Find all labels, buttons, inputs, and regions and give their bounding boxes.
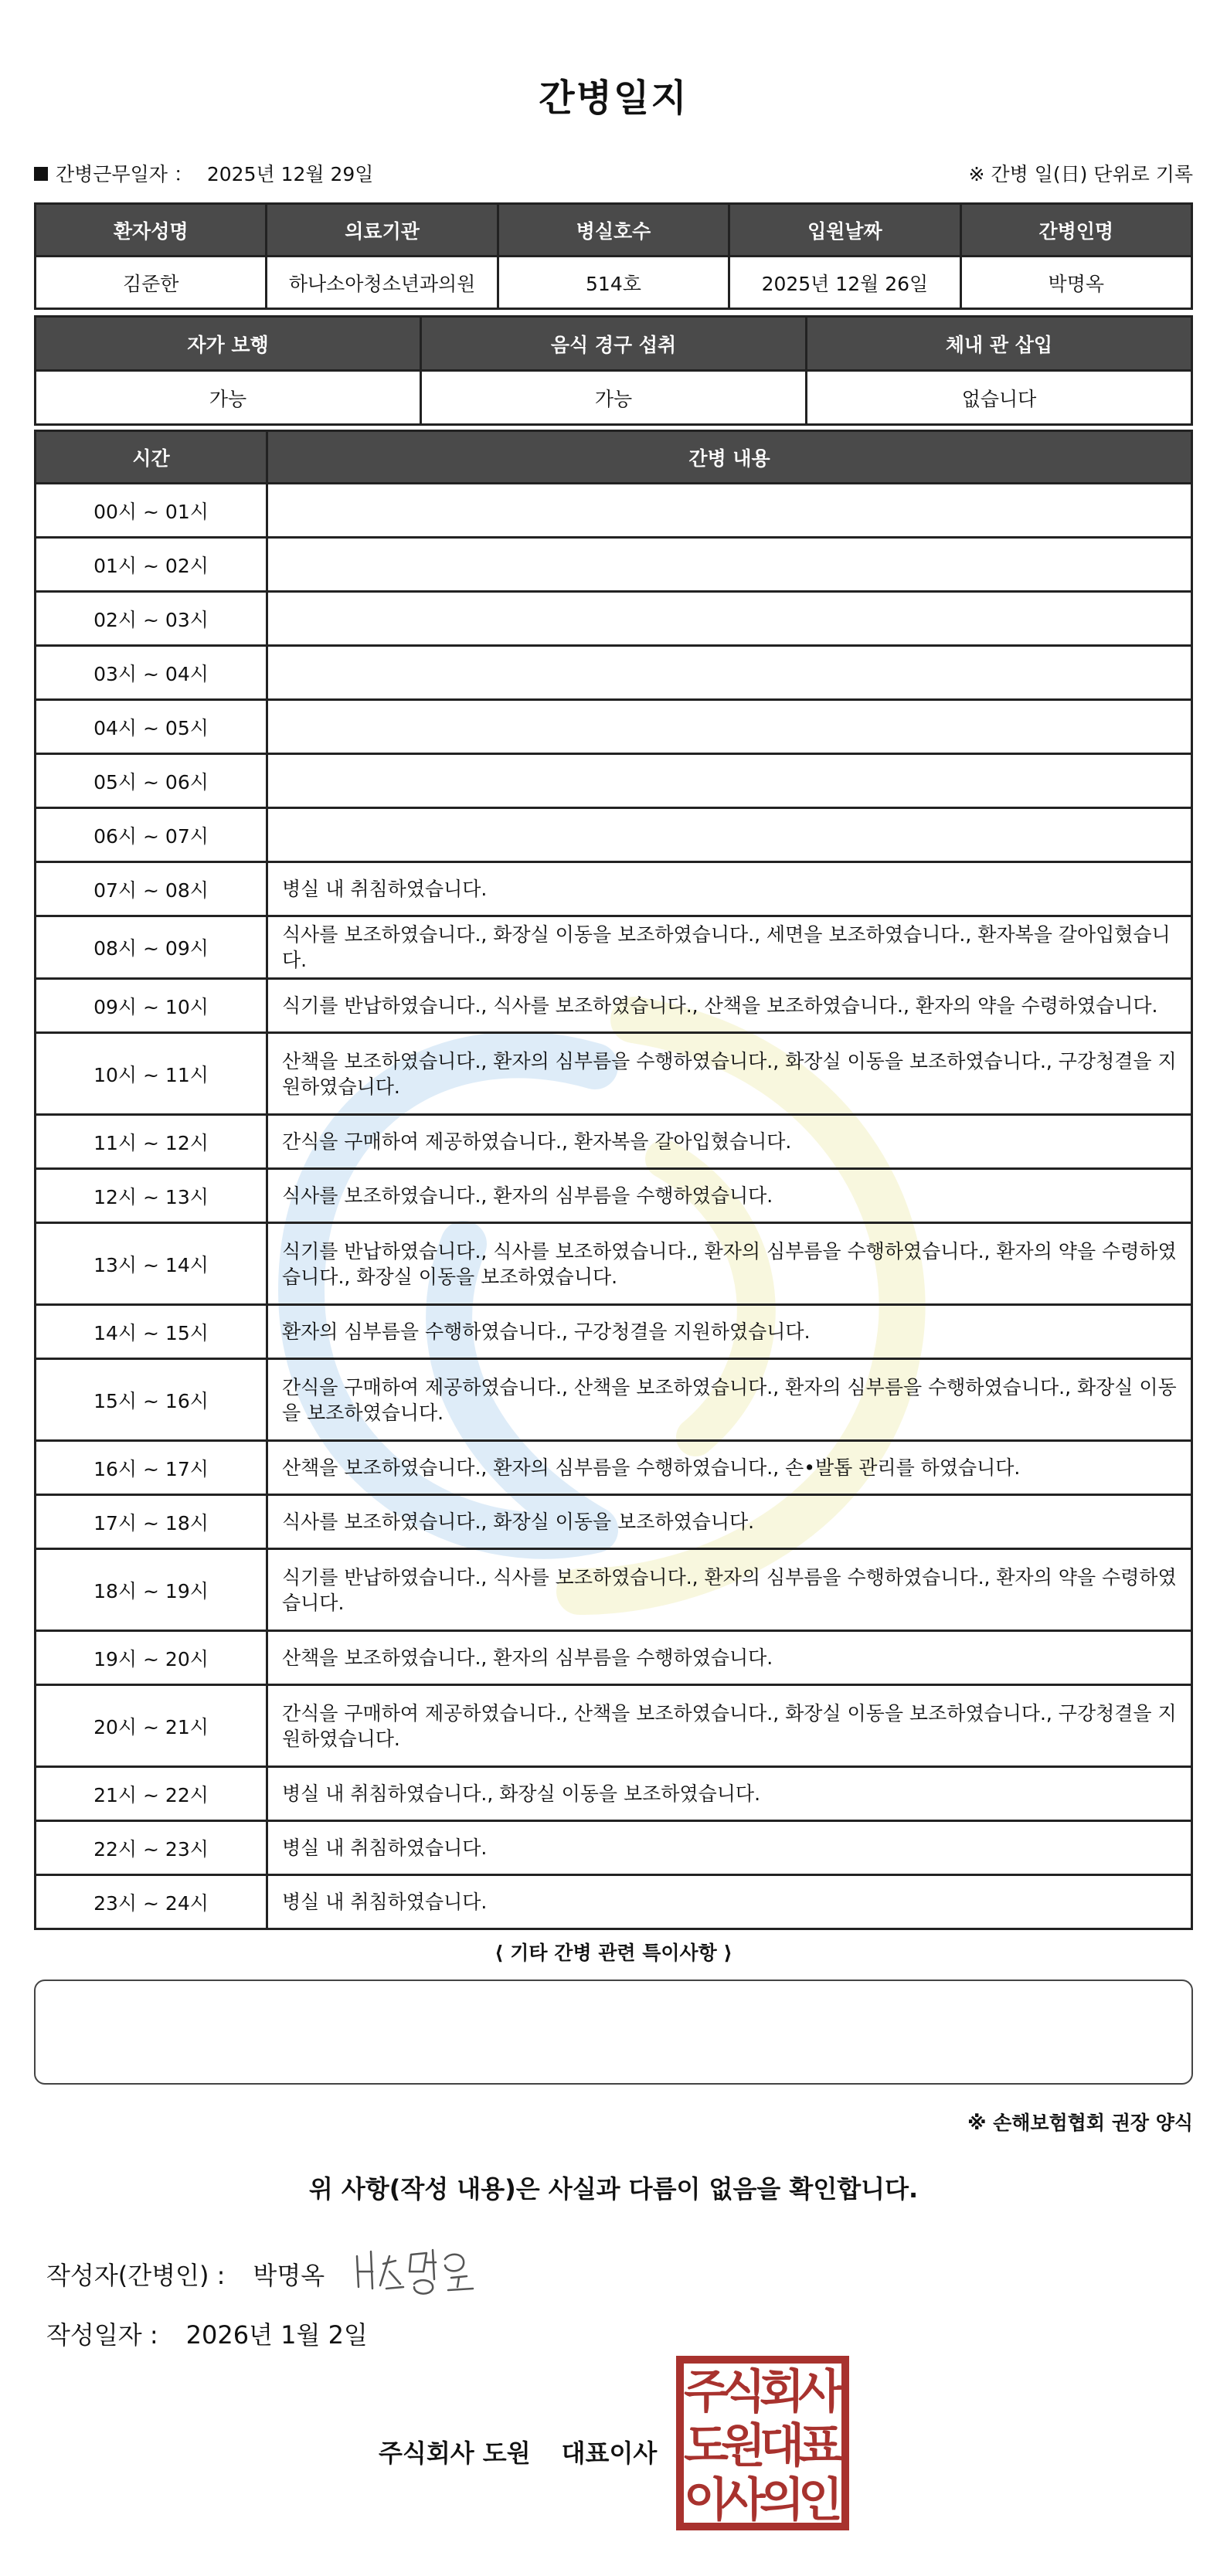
writer-name: 박명옥 (253, 2261, 325, 2290)
table-row (36, 538, 1192, 592)
admission-date: 2025년 12월 26일 (729, 257, 960, 309)
svg-text:의: 의 (760, 2473, 804, 2527)
handwritten-signature (349, 2241, 496, 2302)
svg-text:회: 회 (760, 2365, 804, 2419)
time-cell: 08시 ~ 09시 (36, 916, 267, 979)
care-log-table (34, 430, 1193, 1930)
time-cell: 16시 ~ 17시 (36, 1441, 267, 1495)
time-cell: 18시 ~ 19시 (36, 1549, 267, 1631)
time-cell: 13시 ~ 14시 (36, 1223, 267, 1305)
header-care-content: 간병 내용 (267, 431, 1192, 484)
daily-record-note: ※ 간병 일(日) 단위로 기록 (968, 163, 1193, 185)
content-cell[interactable]: 간식을 구매하여 제공하였습니다., 산책을 보조하였습니다., 환자의 심부름을 수행하였습니다., 화장실 이동을 보조하였습니다. (267, 1359, 1192, 1441)
time-cell: 11시 ~ 12시 (36, 1115, 267, 1169)
representative-title: 대표이사 (561, 2438, 658, 2468)
time-cell: 00시 ~ 01시 (36, 484, 267, 538)
header-walking: 자가 보행 (36, 317, 421, 371)
table-row (36, 257, 1192, 309)
svg-text:도: 도 (684, 2419, 729, 2473)
meta-row (34, 159, 1193, 190)
special-notes-title: ⟨ 기타 간병 관련 특이사항 ⟩ (495, 1942, 732, 1964)
written-date-line (46, 2316, 368, 2351)
table-row (36, 1169, 1192, 1223)
content-cell[interactable]: 병실 내 취침하였습니다. (267, 862, 1192, 916)
header-patient-name: 환자성명 (36, 204, 267, 257)
time-cell: 07시 ~ 08시 (36, 862, 267, 916)
time-cell: 01시 ~ 02시 (36, 538, 267, 592)
table-row (36, 1305, 1192, 1359)
svg-text:주: 주 (684, 2365, 729, 2419)
table-row (36, 1033, 1192, 1115)
content-cell[interactable]: 식기를 반납하였습니다., 식사를 보조하였습니다., 산책을 보조하였습니다., 환자의 약을 수령하였습니다. (267, 979, 1192, 1033)
writer-line (46, 2256, 325, 2292)
hospital-name: 하나소아청소년과의원 (267, 257, 498, 309)
content-cell[interactable]: 간식을 구매하여 제공하였습니다., 환자복을 갈아입혔습니다. (267, 1115, 1192, 1169)
time-cell: 12시 ~ 13시 (36, 1169, 267, 1223)
header-caregiver-name: 간병인명 (960, 204, 1191, 257)
content-cell[interactable]: 식사를 보조하였습니다., 화장실 이동을 보조하였습니다., 세면을 보조하였습니다., 환자복을 갈아입혔습니다. (267, 916, 1192, 979)
table-row (36, 862, 1192, 916)
svg-text:이: 이 (684, 2473, 729, 2527)
content-cell[interactable] (267, 754, 1192, 808)
care-date (34, 159, 373, 187)
table-row (36, 1767, 1192, 1821)
content-cell[interactable]: 환자의 심부름을 수행하였습니다., 구강청결을 지원하였습니다. (267, 1305, 1192, 1359)
table-row (36, 592, 1192, 646)
table-row (36, 1549, 1192, 1631)
table-row (36, 979, 1192, 1033)
time-cell: 09시 ~ 10시 (36, 979, 267, 1033)
time-cell: 19시 ~ 20시 (36, 1631, 267, 1685)
care-date-label: 간병근무일자 ： (56, 163, 193, 185)
svg-text:식: 식 (721, 2365, 766, 2419)
content-cell[interactable] (267, 538, 1192, 592)
table-row (36, 371, 1192, 425)
svg-text:인: 인 (798, 2473, 843, 2527)
room-number: 514호 (498, 257, 729, 309)
table-row (36, 1495, 1192, 1549)
table-row (36, 1223, 1192, 1305)
time-cell: 23시 ~ 24시 (36, 1875, 267, 1929)
patient-status-table (34, 315, 1193, 426)
content-cell[interactable] (267, 484, 1192, 538)
patient-name: 김준한 (36, 257, 267, 309)
time-cell: 21시 ~ 22시 (36, 1767, 267, 1821)
special-notes-box[interactable] (34, 1980, 1193, 2085)
header-room: 병실호수 (498, 204, 729, 257)
table-row (36, 1875, 1192, 1929)
table-row (36, 1631, 1192, 1685)
time-cell: 03시 ~ 04시 (36, 646, 267, 700)
header-time: 시간 (36, 431, 267, 484)
written-date-value: 2026년 1월 2일 (185, 2320, 368, 2350)
table-header-row (36, 317, 1192, 371)
content-cell[interactable]: 산책을 보조하였습니다., 환자의 심부름을 수행하였습니다., 손•발톱 관리를 하였습니다. (267, 1441, 1192, 1495)
table-row (36, 1685, 1192, 1767)
header-oral-intake: 음식 경구 섭취 (421, 317, 807, 371)
svg-text:사: 사 (798, 2365, 843, 2419)
content-cell[interactable]: 식사를 보조하였습니다., 화장실 이동을 보조하였습니다. (267, 1495, 1192, 1549)
walking-status: 가능 (36, 371, 421, 425)
table-row (36, 1821, 1192, 1875)
table-row (36, 808, 1192, 862)
content-cell[interactable]: 병실 내 취침하였습니다. (267, 1821, 1192, 1875)
content-cell[interactable]: 병실 내 취침하였습니다. (267, 1875, 1192, 1929)
content-cell[interactable]: 산책을 보조하였습니다., 환자의 심부름을 수행하였습니다. (267, 1631, 1192, 1685)
svg-text:표: 표 (798, 2419, 843, 2473)
table-row (36, 1115, 1192, 1169)
content-cell[interactable]: 식기를 반납하였습니다., 식사를 보조하였습니다., 환자의 심부름을 수행하였습니다., 환자의 약을 수령하였습니다. (267, 1549, 1192, 1631)
svg-text:원: 원 (721, 2419, 766, 2473)
time-cell: 14시 ~ 15시 (36, 1305, 267, 1359)
recommendation-note: ※ 손해보험협회 권장 양식 (967, 2112, 1193, 2134)
content-cell[interactable] (267, 700, 1192, 754)
patient-info-table (34, 202, 1193, 310)
header-admission-date: 입원날짜 (729, 204, 960, 257)
time-cell: 15시 ~ 16시 (36, 1359, 267, 1441)
table-row (36, 1359, 1192, 1441)
content-cell[interactable] (267, 592, 1192, 646)
content-cell[interactable] (267, 646, 1192, 700)
document-title: 간병일지 (539, 76, 688, 120)
table-header-row (36, 431, 1192, 484)
writer-label: 작성자(간병인) : (46, 2261, 226, 2290)
table-row (36, 754, 1192, 808)
time-cell: 22시 ~ 23시 (36, 1821, 267, 1875)
company-seal-stamp (675, 2355, 850, 2531)
svg-text:대: 대 (760, 2419, 804, 2473)
company-name: 주식회사 도원 (379, 2438, 531, 2468)
header-tube-insertion: 체내 관 삽입 (807, 317, 1192, 371)
square-bullet-icon (34, 167, 48, 181)
content-cell[interactable]: 병실 내 취침하였습니다., 화장실 이동을 보조하였습니다. (267, 1767, 1192, 1821)
content-cell[interactable]: 식기를 반납하였습니다., 식사를 보조하였습니다., 환자의 심부름을 수행하였습니다., 환자의 약을 수령하였습니다., 화장실 이동을 보조하였습니다. (267, 1223, 1192, 1305)
time-cell: 04시 ~ 05시 (36, 700, 267, 754)
caregiver-name: 박명옥 (960, 257, 1191, 309)
care-date-value: 2025년 12월 29일 (206, 163, 374, 185)
tube-insertion-status: 없습니다 (807, 371, 1192, 425)
table-header-row (36, 204, 1192, 257)
content-cell[interactable]: 간식을 구매하여 제공하였습니다., 산책을 보조하였습니다., 화장실 이동을 보조하였습니다., 구강청결을 지원하였습니다. (267, 1685, 1192, 1767)
confirmation-statement: 위 사항(작성 내용)은 사실과 다름이 없음을 확인합니다. (308, 2174, 919, 2204)
table-row (36, 484, 1192, 538)
svg-text:사: 사 (721, 2473, 766, 2527)
time-cell: 05시 ~ 06시 (36, 754, 267, 808)
time-cell: 20시 ~ 21시 (36, 1685, 267, 1767)
written-date-label: 작성일자 : (46, 2320, 158, 2350)
company-line (379, 2434, 657, 2469)
content-cell[interactable]: 산책을 보조하였습니다., 환자의 심부름을 수행하였습니다., 화장실 이동을 보조하였습니다., 구강청결을 지원하였습니다. (267, 1033, 1192, 1115)
table-row (36, 646, 1192, 700)
time-cell: 10시 ~ 11시 (36, 1033, 267, 1115)
oral-intake-status: 가능 (421, 371, 807, 425)
content-cell[interactable]: 식사를 보조하였습니다., 환자의 심부름을 수행하였습니다. (267, 1169, 1192, 1223)
time-cell: 02시 ~ 03시 (36, 592, 267, 646)
content-cell[interactable] (267, 808, 1192, 862)
table-row (36, 1441, 1192, 1495)
time-cell: 06시 ~ 07시 (36, 808, 267, 862)
header-hospital: 의료기관 (267, 204, 498, 257)
table-row (36, 916, 1192, 979)
table-row (36, 700, 1192, 754)
time-cell: 17시 ~ 18시 (36, 1495, 267, 1549)
